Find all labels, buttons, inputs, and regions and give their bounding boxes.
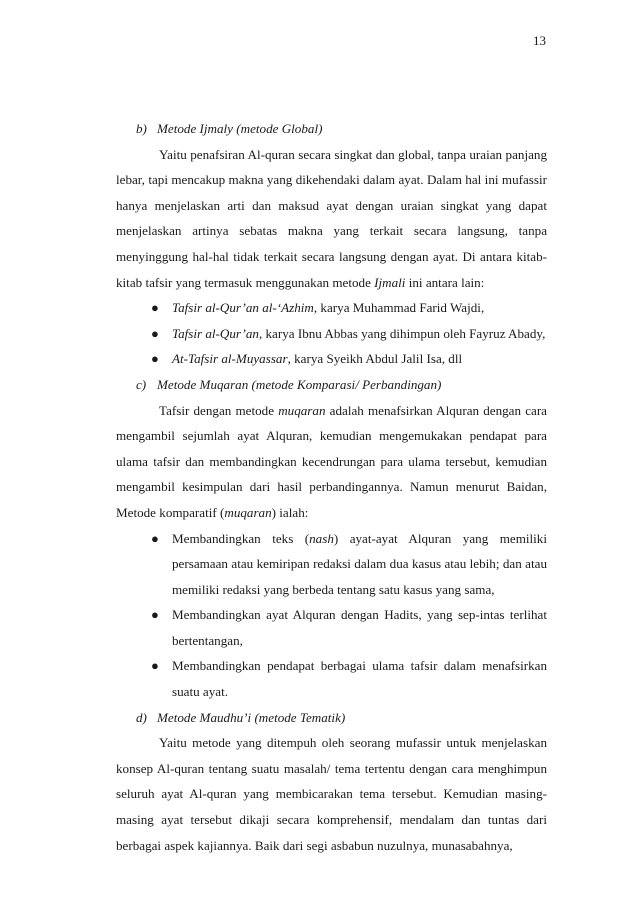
paragraph-maudhui: [116, 730, 547, 858]
text-run: , karya Syeikh Abdul Jalil Isa, dll: [287, 351, 463, 367]
text-run: Membandingkan pendapat berbagai ulama tafsir dalam menafsirkan suatu ayat.: [172, 658, 547, 700]
section-title: Metode Muqaran (metode Komparasi/ Perbandingan): [157, 376, 442, 392]
bullet-icon: ●: [151, 658, 159, 674]
list-item: [116, 602, 547, 653]
bullet-icon: ●: [151, 607, 159, 623]
section-heading-d: [116, 705, 547, 731]
bullet-list-ijmaly: [116, 295, 547, 372]
text-run: , karya Muhammad Farid Wajdi,: [313, 300, 485, 316]
text-run: ) ialah:: [271, 504, 309, 520]
text-run: Tafsir dengan metode: [159, 402, 279, 418]
text-run: Yaitu penafsiran Al-quran secara singkat dan global, tanpa uraian panjang lebar, tapi mencakup makna yang dikehendaki dalam ayat. Dalam hal ini mufassir hanya menjelaskan arti dan maksud ayat dengan uraian singkat yang dapat menjelaskan artinya sebatas makna yang terkait secara langsung, tanpa menyinggung hal-hal tidak terkait secara langsung dengan ayat. Di antara kitab-kitab tafsir yang termasuk menggunakan metode: [116, 146, 547, 290]
text-run: Membandingkan ayat Alquran dengan Hadits, yang sep-intas terlihat bertentangan,: [172, 607, 547, 648]
book-title: Tafsir al-Qur’an al-‘Azhim: [172, 300, 314, 316]
list-item: [116, 526, 547, 603]
section-letter: b): [136, 121, 147, 136]
section-title: Metode Maudhu’i (metode Tematik): [157, 709, 346, 725]
page-number: 13: [533, 33, 546, 48]
text-run-italic: Ijmali: [374, 274, 406, 290]
text-run: ) ayat-ayat Alquran yang memiliki persamaan atau kemiripan redaksi dalam dua kasus atau lebih; dan atau memiliki redaksi yang berbeda tentang satu kasus yang sama,: [172, 530, 547, 597]
paragraph-muqaran: [116, 398, 547, 526]
document-body: [116, 116, 547, 858]
section-heading-c: [116, 372, 547, 398]
list-item: [116, 653, 547, 704]
text-run: Membandingkan teks (: [172, 530, 310, 546]
text-run-italic: muqaran: [224, 504, 272, 520]
bullet-icon: ●: [151, 300, 159, 316]
text-run-italic: nash: [309, 530, 334, 546]
text-run: Yaitu metode yang ditempuh oleh seorang mufassir untuk menjelaskan konsep Al-quran tentang suatu masalah/ tema tertentu dengan cara menghimpun seluruh ayat Al-quran yang membicarakan tema tersebut. Kemudian masing-masing ayat tersebut dikaji secara komprehensif, mendalam dan tuntas dari berbagai aspek kajiannya. Baik dari segi asbabun nuzulnya, munasabahnya,: [116, 735, 547, 853]
text-run-italic: muqaran: [278, 402, 326, 418]
bullet-icon: ●: [151, 351, 159, 367]
list-item: [116, 321, 547, 347]
list-item: [116, 295, 547, 321]
book-title: At-Tafsir al-Muyassar: [172, 351, 288, 367]
bullet-icon: ●: [151, 325, 159, 341]
book-title: Tafsir al-Qur’an: [172, 325, 259, 341]
list-item: [116, 346, 547, 372]
text-run: , karya Ibnu Abbas yang dihimpun oleh Fayruz Abady,: [258, 325, 546, 341]
section-letter: d): [136, 709, 147, 725]
section-title: Metode Ijmaly (metode Global): [157, 121, 323, 136]
text-run: adalah menafsirkan Alquran dengan cara mengambil sejumlah ayat Alquran, kemudian mengemukakan pendapat para ulama tafsir dan membandingkan kecendrungan para ulama tersebut, kemudian mengambil kesimpulan dari hasil perbandingannya. Namun menurut Baidan, Metode komparatif (: [116, 402, 547, 520]
bullet-list-muqaran: [116, 526, 547, 705]
section-heading-b: [116, 116, 547, 142]
section-letter: c): [136, 376, 147, 392]
paragraph-ijmaly: [116, 142, 547, 296]
text-run: ini antara lain:: [405, 274, 485, 290]
bullet-icon: ●: [151, 530, 159, 546]
